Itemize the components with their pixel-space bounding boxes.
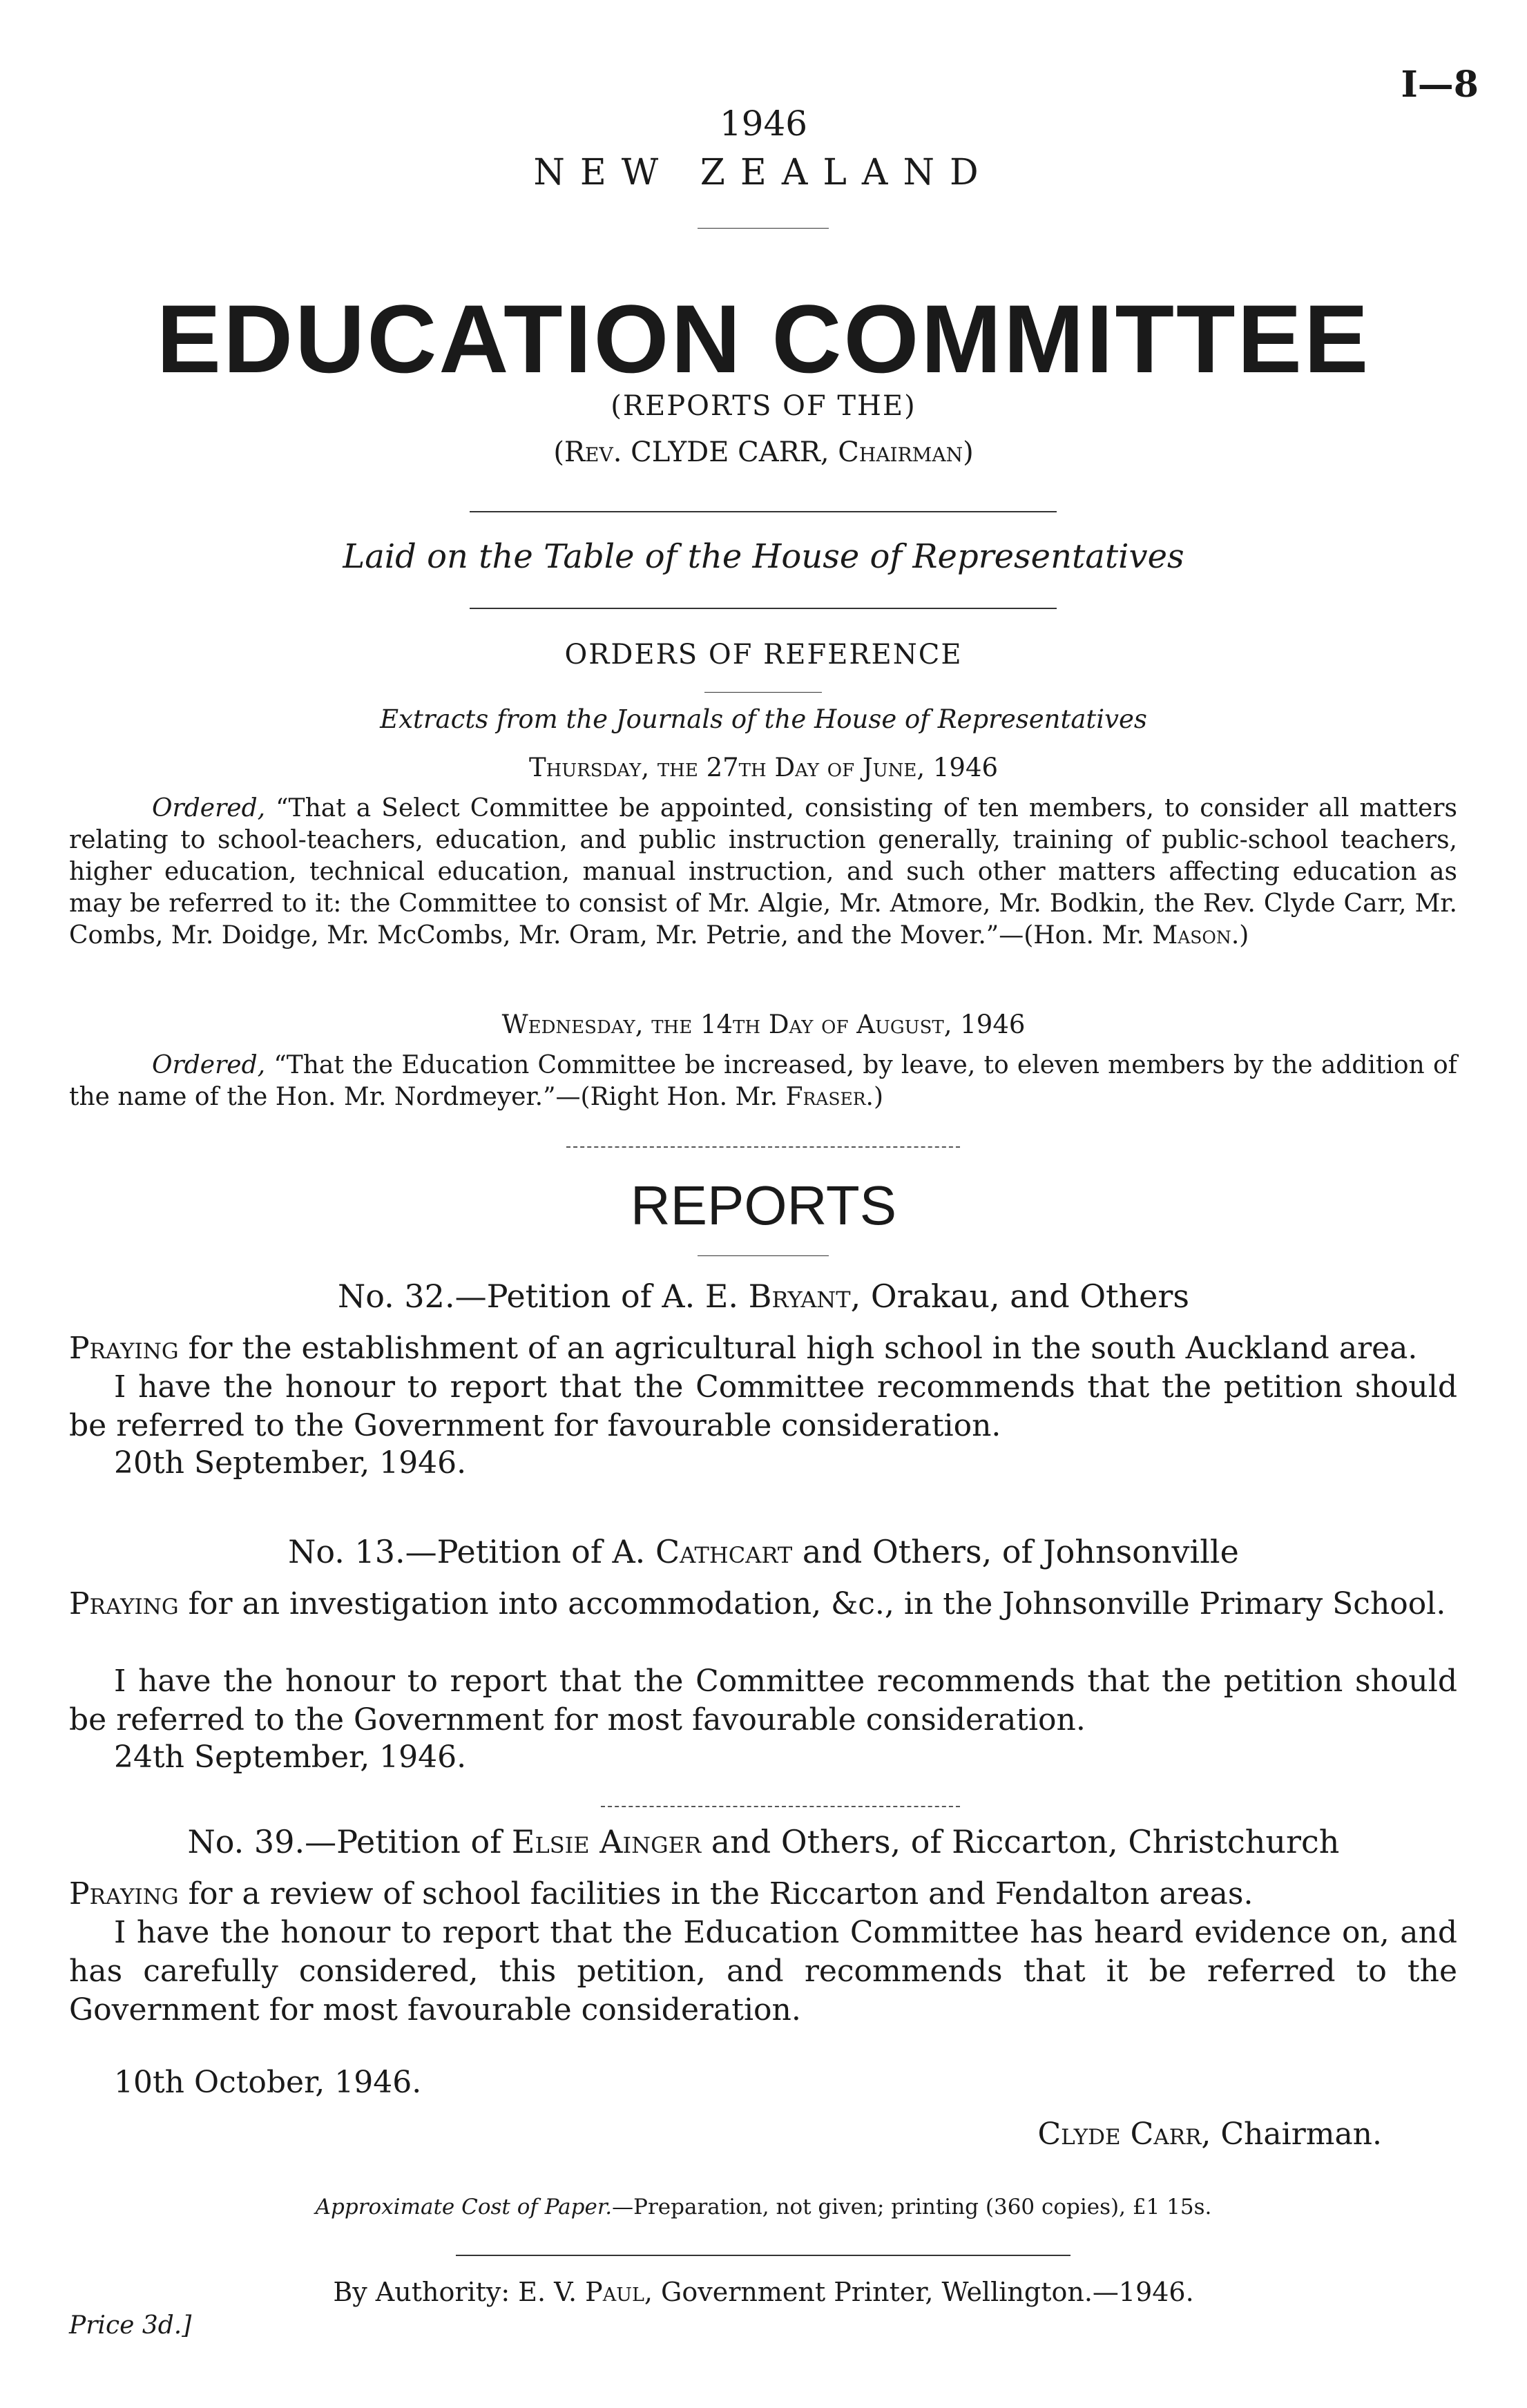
authority-name: Paul: [585, 2277, 644, 2307]
order-body: “That the Education Committee be increased, by leave, to eleven members by the addition of the name of the Hon. Mr. Nordmeyer.”—(Right Hon. Mr.: [69, 1051, 1457, 1111]
report-date: 20th September, 1946.: [114, 1445, 467, 1481]
subtitle: (REPORTS OF THE): [611, 390, 916, 422]
report-title-name: Cathcart: [655, 1533, 793, 1570]
signature: [1037, 2117, 1382, 2152]
order-end: .): [1231, 921, 1249, 950]
cost-line: [0, 2195, 1527, 2219]
report-praying: [69, 1585, 1457, 1624]
praying-text: for an investigation into accommodation, &c., in the Johnsonville Primary School.: [178, 1586, 1446, 1621]
divider: [470, 511, 1057, 512]
order-text: [69, 1050, 1457, 1113]
authority-post: , Government Printer, Wellington.—1946.: [644, 2277, 1194, 2307]
report-praying: [69, 1329, 1457, 1368]
report-title: [0, 1278, 1527, 1315]
order-date: Wednesday, the 14th Day of August, 1946: [501, 1010, 1026, 1039]
report-title-name: Elsie Ainger: [511, 1823, 702, 1860]
orders-heading: ORDERS OF REFERENCE: [564, 639, 963, 671]
year: 1946: [719, 104, 808, 144]
praying-word: Praying: [69, 1876, 179, 1911]
divider: [698, 228, 829, 229]
cost-label: Approximate Cost of Paper.: [315, 2195, 613, 2219]
report-body: I have the honour to report that the Education Committee has heard evidence on, and has carefully considered, this petition, and recommends that it be referred to the Government for most favourable consideration.: [69, 1915, 1457, 2027]
paper-number: I—8: [1401, 64, 1479, 106]
signature-title: , Chairman.: [1201, 2117, 1382, 2152]
order-end: .): [865, 1083, 884, 1111]
order-date: Thursday, the 27th Day of June, 1946: [528, 753, 999, 782]
report-body: I have the honour to report that the Committee recommends that the petition should be referred to the Government for favourable consideration.: [69, 1369, 1457, 1443]
divider: [704, 692, 822, 693]
order-body: “That a Select Committee be appointed, consisting of ten members, to consider all matters relating to school-teachers, education, and public instruction generally, training of public-school teachers, higher education, technical education, manual instruction, and such other matters affecting education as may be referred to it: the Committee to consist of Mr. Algie, Mr. Atmore, Mr. Bodkin, the Rev. Clyde Carr, Mr. Combs, Mr. Doidge, Mr. McCombs, Mr. Oram, Mr. Petrie, and the Mover.”—(Hon. Mr.: [69, 794, 1457, 950]
order-mover: Fraser: [785, 1083, 866, 1111]
praying-text: for the establishment of an agricultural high school in the south Auckland area.: [178, 1331, 1418, 1366]
authority-line: [0, 2277, 1527, 2307]
report-title-pre: No. 13.—Petition of A.: [288, 1533, 655, 1570]
report-date: 24th September, 1946.: [114, 1740, 467, 1775]
chairman-suffix: , Chairman): [820, 436, 974, 468]
order-text: [69, 793, 1457, 952]
report-date: 10th October, 1946.: [114, 2065, 422, 2100]
extracts-line: Extracts from the Journals of the House of Representatives: [380, 704, 1147, 734]
divider: [698, 1255, 829, 1256]
divider: [470, 608, 1057, 609]
laid-on-table: Laid on the Table of the House of Representatives: [343, 537, 1184, 576]
report-praying: [69, 1875, 1457, 1914]
chairman-line: [0, 436, 1527, 468]
report-title-post: , Orakau, and Others: [850, 1278, 1189, 1315]
price: Price 3d.]: [69, 2311, 192, 2340]
order-mover: Mason: [1152, 921, 1231, 950]
report-title: [0, 1533, 1527, 1570]
chairman-prefix: (Rev.: [553, 436, 631, 468]
ordered-label: Ordered,: [152, 1051, 266, 1079]
report-title: [0, 1823, 1527, 1860]
reports-heading: REPORTS: [630, 1175, 897, 1236]
authority-pre: By Authority: E. V.: [333, 2277, 586, 2307]
report-title-pre: No. 32.—Petition of A. E.: [338, 1278, 749, 1315]
country: NEW ZEALAND: [533, 152, 994, 193]
praying-word: Praying: [69, 1586, 179, 1621]
signature-name: Clyde Carr: [1037, 2117, 1202, 2152]
chairman-name: CLYDE CARR: [631, 436, 820, 468]
praying-text: for a review of school facilities in the Riccarton and Fendalton areas.: [178, 1876, 1254, 1911]
ordered-label: Ordered,: [152, 794, 266, 822]
report-title-post: and Others, of Riccarton, Christchurch: [701, 1823, 1340, 1860]
report-body: I have the honour to report that the Committee recommends that the petition should be referred to the Government for most favourable consideration.: [69, 1664, 1457, 1737]
report-title-post: and Others, of Johnsonville: [792, 1533, 1239, 1570]
document-title: EDUCATION COMMITTEE: [156, 285, 1371, 393]
divider: [456, 2255, 1070, 2256]
praying-word: Praying: [69, 1331, 179, 1366]
report-title-pre: No. 39.—Petition of: [187, 1823, 512, 1860]
divider: [601, 1806, 960, 1807]
divider: [566, 1146, 960, 1148]
report-title-name: Bryant: [748, 1278, 851, 1315]
cost-text: —Preparation, not given; printing (360 copies), £1 15s.: [612, 2195, 1212, 2219]
